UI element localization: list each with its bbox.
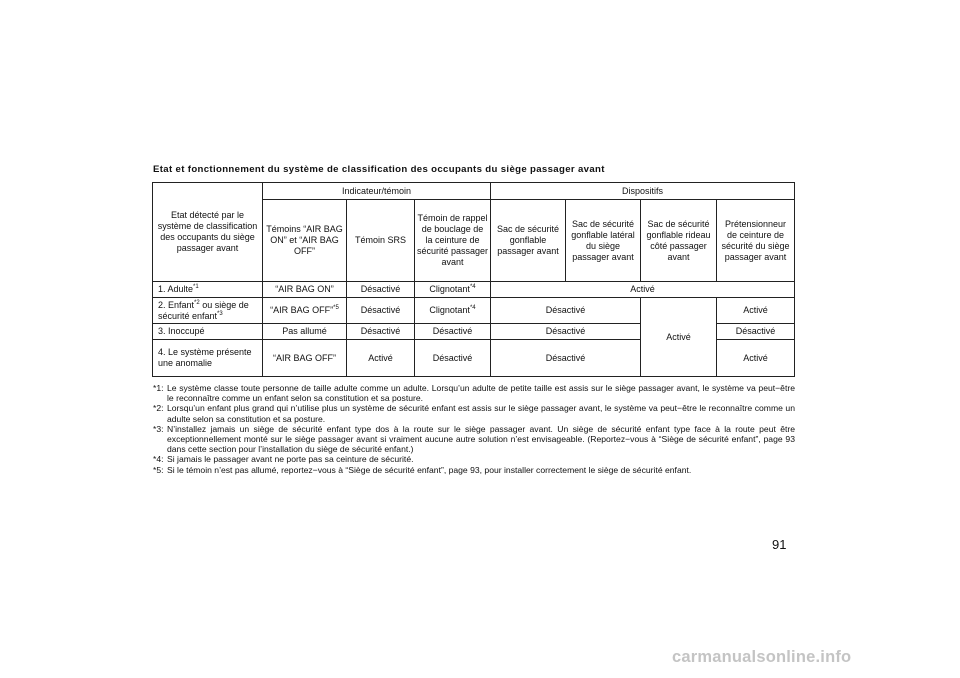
header-belt-reminder: Témoin de rappel de bouclage de la ceinture de sécurité passager avant bbox=[415, 200, 491, 282]
devices-cell: Activé bbox=[491, 282, 795, 298]
page-title: Etat et fonctionnement du système de classification des occupants du siège passager avant bbox=[153, 164, 605, 175]
srs-cell: Activé bbox=[347, 340, 415, 377]
reminder-cell: Clignotant$^{*4}$ bbox=[415, 298, 491, 324]
header-airbag-lamps: Témoins “AIR BAG ON” et “AIR BAG OFF” bbox=[263, 200, 347, 282]
state-cell: 1. Adulte$^{*1}$ bbox=[153, 282, 263, 298]
state-header: Etat détecté par le système de classification des occupants du siège passager avant bbox=[153, 183, 263, 282]
reminder-cell: Clignotant$^{*4}$ bbox=[415, 282, 491, 298]
header-front-airbag: Sac de sécurité gonflable passager avant bbox=[491, 200, 566, 282]
airbag-lamp-cell: Pas allumé bbox=[263, 324, 347, 340]
footnotes bbox=[153, 383, 795, 475]
footnote: *2: Lorsqu’un enfant plus grand qui n’utilise plus un système de sécurité enfant est assis sur le siège passager avant, le système va peut−être le reconnaître comme un adulte selon sa constitution et sa posture. bbox=[153, 403, 795, 424]
srs-cell: Désactivé bbox=[347, 298, 415, 324]
page-number: 91 bbox=[772, 537, 787, 552]
airbag-lamp-cell: “AIR BAG ON” bbox=[263, 282, 347, 298]
table-row bbox=[153, 298, 795, 324]
front-side-airbag-cell: Désactivé bbox=[491, 298, 641, 324]
devices-group-header: Dispositifs bbox=[491, 183, 795, 200]
reminder-cell: Désactivé bbox=[415, 340, 491, 377]
airbag-lamp-cell: “AIR BAG OFF” bbox=[263, 340, 347, 377]
footnote: *1: Le système classe toute personne de taille adulte comme un adulte. Lorsqu’un adulte de petite taille est assis sur le siège passager avant, le système va peut−être le reconnaître comme un enfant selon sa constitution et sa posture. bbox=[153, 383, 795, 404]
footnote: *4: Si jamais le passager avant ne porte pas sa ceinture de sécurité. bbox=[153, 454, 414, 465]
pretensioner-cell: Désactivé bbox=[717, 324, 795, 340]
footnote: *5: Si le témoin n’est pas allumé, reportez−vous à “Siège de sécurité enfant”, page 93, pour installer correctement le siège de sécurité enfant. bbox=[153, 464, 692, 475]
front-side-airbag-cell: Désactivé bbox=[491, 340, 641, 377]
state-cell: 2. Enfant$^{*2}$ ou siège de sécurité enfant$^{*3}$ bbox=[153, 298, 263, 324]
indicator-group-header: Indicateur/témoin bbox=[263, 183, 491, 200]
watermark: carmanualsonline.info bbox=[672, 648, 852, 666]
front-side-airbag-cell: Désactivé bbox=[491, 324, 641, 340]
pretensioner-cell: Activé bbox=[717, 298, 795, 324]
header-srs-lamp: Témoin SRS bbox=[347, 200, 415, 282]
curtain-airbag-merged-cell: Activé bbox=[641, 298, 717, 377]
state-cell: 4. Le système présente une anomalie bbox=[153, 340, 263, 377]
state-cell: 3. Inoccupé bbox=[153, 324, 263, 340]
airbag-lamp-cell: “AIR BAG OFF”$^{*5}$ bbox=[263, 298, 347, 324]
occupant-classification-table bbox=[152, 182, 795, 377]
header-curtain-airbag: Sac de sécurité gonflable rideau côté passager avant bbox=[641, 200, 717, 282]
table-row bbox=[153, 282, 795, 298]
srs-cell: Désactivé bbox=[347, 282, 415, 298]
header-side-airbag: Sac de sécurité gonflable latéral du siège passager avant bbox=[566, 200, 641, 282]
pretensioner-cell: Activé bbox=[717, 340, 795, 377]
footnote: *3: N’installez jamais un siège de sécurité enfant type dos à la route sur le siège passager avant. Un siège de sécurité enfant type face à la route peut être exceptionnellement monté sur le siège passager avant si vraiment aucune autre solution n’est envisageable. (Reportez−vous à “Siège de sécurité enfant”, page 93 dans cette section pour l’installation du siège de sécurité enfant.) bbox=[153, 423, 795, 455]
header-pretensioner: Prétensionneur de ceinture de sécurité du siège passager avant bbox=[717, 200, 795, 282]
reminder-cell: Désactivé bbox=[415, 324, 491, 340]
srs-cell: Désactivé bbox=[347, 324, 415, 340]
